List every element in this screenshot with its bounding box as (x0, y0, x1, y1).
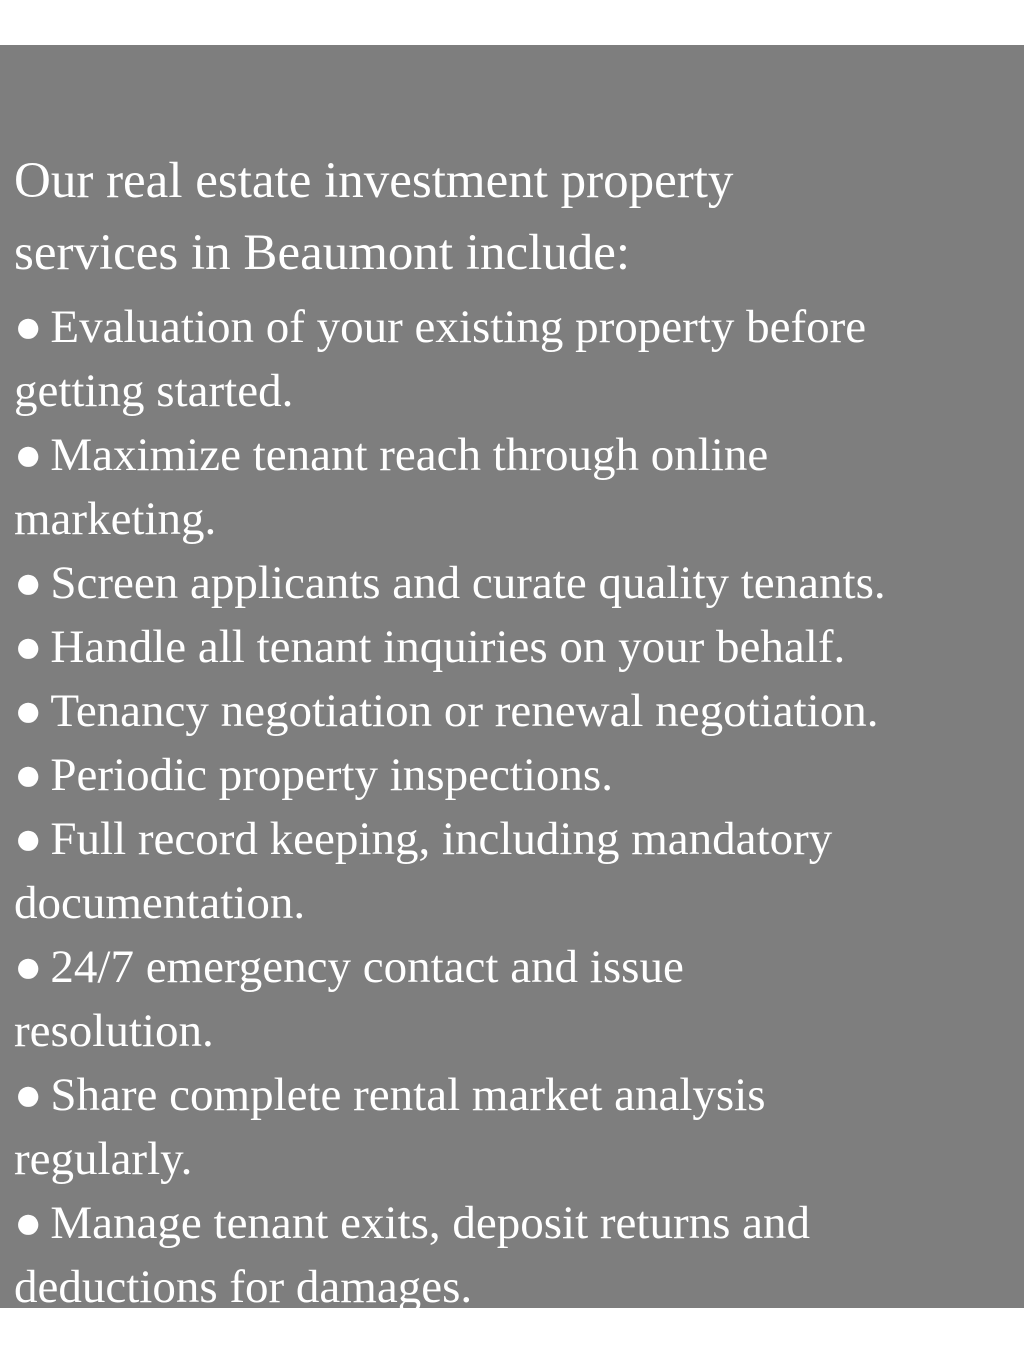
service-text: Full record keeping, including mandatory (50, 813, 833, 865)
service-text: Manage tenant exits, deposit returns and (50, 1197, 811, 1249)
service-item-marketing (14, 423, 1010, 551)
service-item-tenant-exits (14, 1191, 1010, 1319)
service-item-inspections (14, 743, 1010, 807)
bullet-icon: ● (14, 301, 43, 353)
service-item-inquiries (14, 615, 1010, 679)
service-text: Periodic property inspections. (50, 749, 613, 801)
service-text: Tenancy negotiation or renewal negotiation. (50, 685, 879, 737)
service-text-continued: documentation. (14, 877, 306, 929)
service-item-market-analysis (14, 1063, 1010, 1191)
service-text: Evaluation of your existing property before (50, 301, 867, 353)
service-text-continued: marketing. (14, 493, 217, 545)
heading-line-1: Our real estate investment property (14, 153, 734, 209)
service-text: Share complete rental market analysis (50, 1069, 766, 1121)
services-panel (0, 45, 1024, 1313)
bullet-icon: ● (14, 749, 43, 801)
services-list (14, 295, 1010, 1319)
service-text-continued: resolution. (14, 1005, 214, 1057)
service-text: Maximize tenant reach through online (50, 429, 769, 481)
bullet-icon: ● (14, 621, 43, 673)
service-text-continued: regularly. (14, 1133, 193, 1185)
bullet-icon: ● (14, 685, 43, 737)
services-heading (14, 145, 1010, 289)
service-text: Handle all tenant inquiries on your behalf. (50, 621, 846, 673)
bullet-icon: ● (14, 1197, 43, 1249)
service-item-screening (14, 551, 1010, 615)
service-text: 24/7 emergency contact and issue (50, 941, 684, 993)
service-item-negotiation (14, 679, 1010, 743)
bullet-icon: ● (14, 1069, 43, 1121)
bullet-icon: ● (14, 813, 43, 865)
service-text-continued: deductions for damages. (14, 1261, 473, 1313)
bullet-icon: ● (14, 557, 43, 609)
bullet-icon: ● (14, 429, 43, 481)
service-text-continued: getting started. (14, 365, 294, 417)
service-item-emergency (14, 935, 1010, 1063)
service-item-record-keeping (14, 807, 1010, 935)
service-item-evaluation (14, 295, 1010, 423)
bullet-icon: ● (14, 941, 43, 993)
heading-line-2: services in Beaumont include: (14, 225, 631, 281)
service-text: Screen applicants and curate quality tenants. (50, 557, 886, 609)
